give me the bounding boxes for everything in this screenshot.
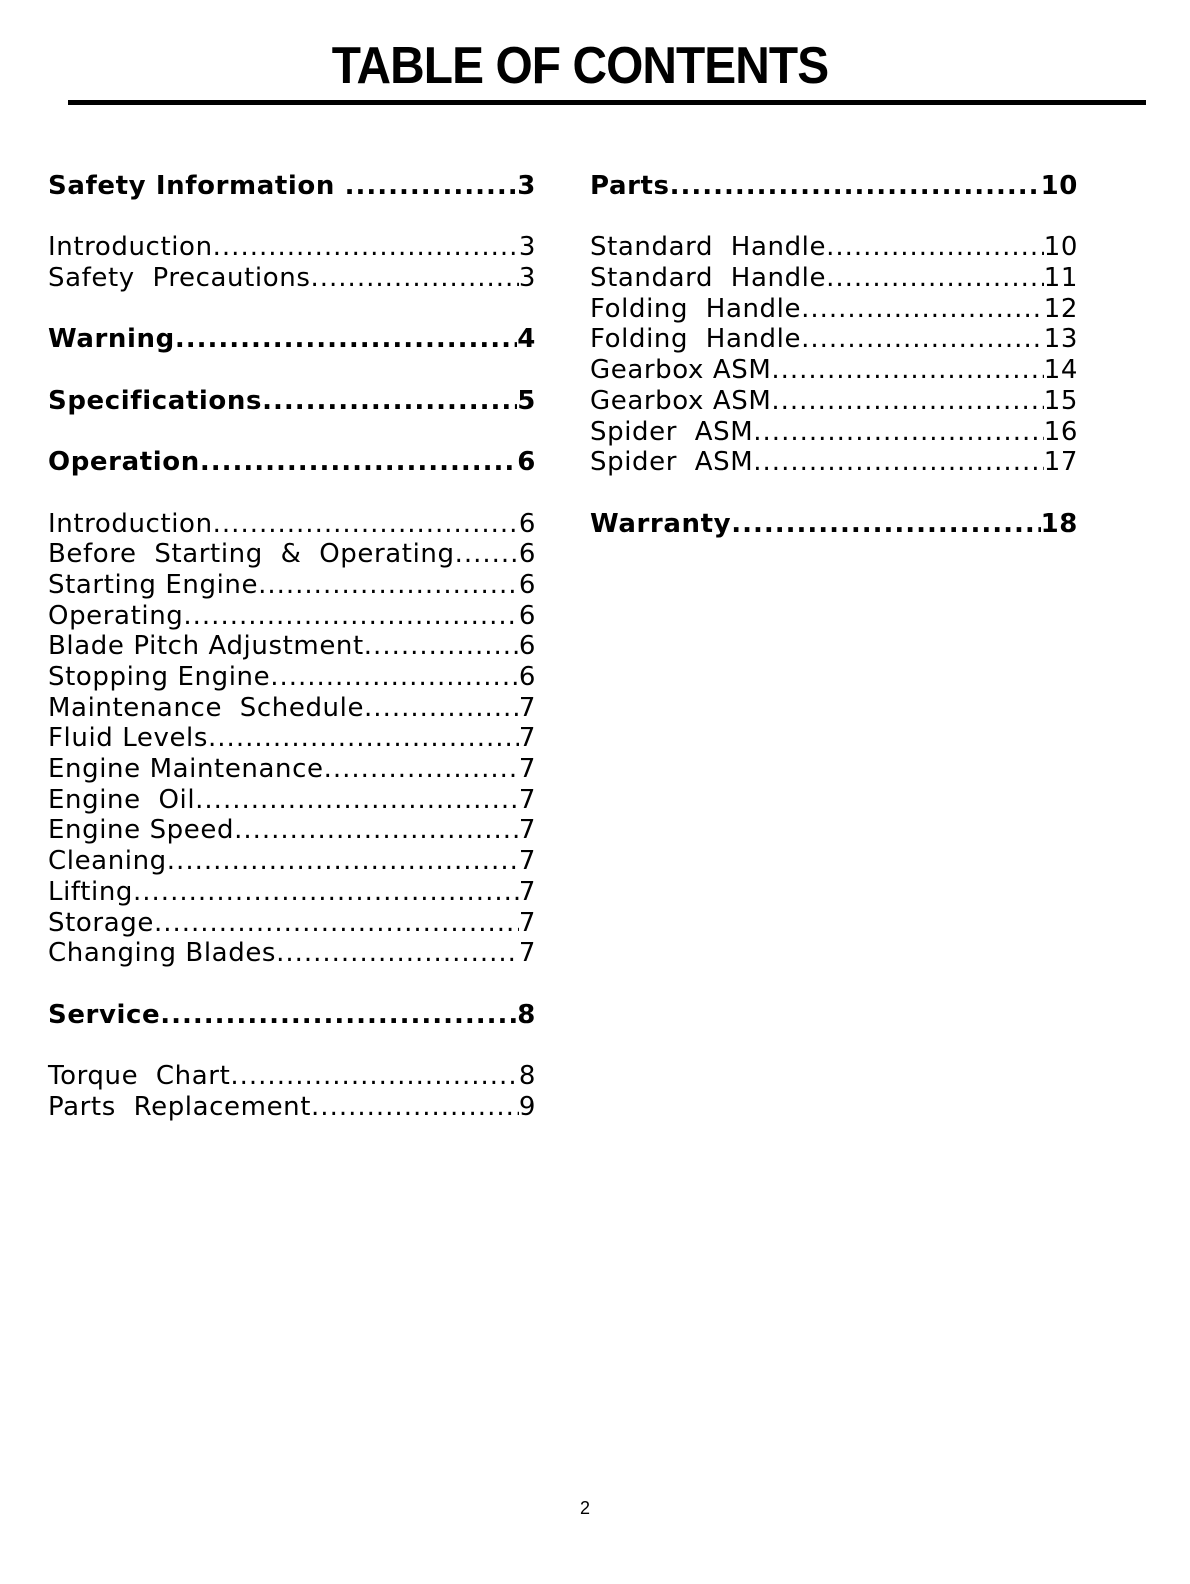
- dot-leader: [175, 324, 517, 355]
- toc-entry-label: Folding Handle: [590, 293, 802, 324]
- title-divider: [68, 100, 1146, 105]
- dot-leader: [753, 417, 1043, 448]
- dot-leader: [731, 509, 1040, 540]
- dot-leader: [801, 294, 1044, 325]
- toc-section-heading[interactable]: [48, 171, 536, 202]
- toc-entry[interactable]: [48, 877, 536, 908]
- section-spacer: [590, 478, 1078, 509]
- toc-entry-page: 12: [1043, 293, 1078, 324]
- toc-entry-label: Introduction: [48, 232, 213, 263]
- dot-leader: [771, 386, 1043, 417]
- toc-entry-label: Stopping Engine: [48, 662, 271, 692]
- dot-leader: [200, 447, 517, 478]
- toc-entry-label: Operating: [48, 600, 184, 631]
- toc-section-heading[interactable]: [48, 447, 536, 478]
- toc-entry-label: Folding Handle: [590, 324, 802, 355]
- dot-leader: [230, 1061, 518, 1092]
- dot-leader: [311, 1092, 519, 1123]
- section-spacer: [48, 355, 536, 386]
- section-spacer: [590, 202, 1078, 233]
- toc-entry[interactable]: [590, 447, 1078, 478]
- toc-entry[interactable]: [590, 324, 1078, 355]
- toc-entry[interactable]: [590, 232, 1078, 263]
- toc-entry-page: 7: [518, 692, 536, 723]
- dot-leader: [345, 171, 518, 202]
- toc-entry-page: 14: [1043, 355, 1078, 386]
- dot-leader: [213, 232, 519, 263]
- toc-entry-label: Spider ASM: [590, 447, 754, 478]
- toc-entry-page: 4: [517, 324, 536, 355]
- toc-entry[interactable]: [590, 386, 1078, 417]
- section-spacer: [48, 969, 536, 1000]
- toc-entry-label: Engine Oil: [48, 784, 196, 815]
- toc-entry[interactable]: [48, 263, 536, 294]
- toc-entry-page: 17: [1043, 447, 1078, 478]
- toc-entry-label: Before Starting & Operating: [48, 539, 455, 570]
- dot-leader: [826, 263, 1044, 294]
- toc-entry[interactable]: [48, 509, 536, 540]
- dot-leader: [258, 570, 519, 601]
- toc-entry-page: 10: [1043, 232, 1078, 263]
- toc-entry[interactable]: [48, 570, 536, 601]
- toc-entry[interactable]: [48, 846, 536, 877]
- toc-entry[interactable]: [590, 417, 1078, 448]
- toc-left-column: [48, 171, 536, 1122]
- toc-entry-page: 7: [518, 938, 536, 969]
- toc-entry-page: 8: [518, 1060, 536, 1091]
- toc-entry-page: 6: [518, 662, 536, 692]
- toc-entry-page: 7: [518, 723, 536, 754]
- dot-leader: [213, 509, 519, 540]
- toc-entry-label: Spider ASM: [590, 416, 754, 447]
- toc-entry-page: 7: [518, 876, 536, 907]
- toc-section-heading[interactable]: [48, 386, 536, 417]
- toc-entry-label: Lifting: [48, 876, 134, 907]
- dot-leader: [364, 693, 519, 724]
- toc-entry-page: 3: [517, 171, 536, 201]
- toc-entry-page: 6: [518, 631, 536, 662]
- toc-entry[interactable]: [590, 355, 1078, 386]
- toc-entry-page: 16: [1043, 416, 1078, 447]
- toc-entry-label: Parts Replacement: [48, 1091, 312, 1122]
- toc-entry-page: 6: [518, 508, 536, 539]
- toc-entry-label: Blade Pitch Adjustment: [48, 631, 364, 662]
- toc-entry-label: Standard Handle: [590, 232, 827, 263]
- dot-leader: [455, 539, 519, 570]
- section-spacer: [48, 202, 536, 233]
- toc-entry-page: 7: [518, 784, 536, 815]
- toc-entry-page: 7: [518, 754, 536, 785]
- dot-leader: [826, 232, 1044, 263]
- toc-entry-label: Parts: [590, 171, 670, 201]
- dot-leader: [234, 815, 519, 846]
- page-title: TABLE OF CONTENTS: [331, 37, 829, 95]
- toc-entry-page: 7: [518, 815, 536, 846]
- toc-entry-page: 7: [518, 846, 536, 877]
- toc-section-heading[interactable]: [48, 324, 536, 355]
- toc-entry-page: 6: [518, 569, 536, 600]
- section-spacer: [48, 294, 536, 325]
- toc-entry-label: Gearbox ASM: [590, 385, 772, 416]
- dot-leader: [195, 785, 519, 816]
- toc-entry-label: Warning: [48, 324, 175, 355]
- toc-entry-label: Gearbox ASM: [590, 355, 772, 386]
- dot-leader: [276, 938, 519, 969]
- dot-leader: [771, 355, 1043, 386]
- toc-section-heading[interactable]: [590, 171, 1078, 202]
- toc-entry[interactable]: [48, 938, 536, 969]
- toc-entry-label: Cleaning: [48, 846, 167, 877]
- toc-entry-page: 11: [1043, 263, 1078, 294]
- toc-entry-label: Starting Engine: [48, 569, 259, 600]
- toc-entry[interactable]: [48, 539, 536, 570]
- section-spacer: [48, 417, 536, 448]
- toc-section-heading[interactable]: [48, 1000, 536, 1031]
- dot-leader: [753, 447, 1043, 478]
- toc-entry[interactable]: [48, 723, 536, 754]
- toc-entry-label: Torque Chart: [48, 1060, 231, 1091]
- toc-entry[interactable]: [590, 263, 1078, 294]
- toc-entry-page: 6: [518, 600, 536, 631]
- dot-leader: [208, 723, 519, 754]
- toc-entry-label: Introduction: [48, 508, 213, 539]
- dot-leader: [154, 908, 519, 939]
- toc-entry-label: Safety Precautions: [48, 263, 311, 294]
- dot-leader: [801, 324, 1044, 355]
- toc-entry[interactable]: [48, 815, 536, 846]
- toc-entry-page: 3: [518, 263, 536, 294]
- dot-leader: [133, 877, 519, 908]
- toc-entry-label: Safety Information: [48, 171, 345, 201]
- dot-leader: [324, 754, 519, 785]
- toc-entry-page: 6: [518, 539, 536, 570]
- toc-section-heading[interactable]: [590, 509, 1078, 540]
- section-spacer: [48, 478, 536, 509]
- toc-entry-page: 6: [517, 447, 536, 478]
- toc-entry[interactable]: [48, 232, 536, 263]
- toc-entry[interactable]: [48, 631, 536, 662]
- dot-leader: [160, 1000, 517, 1031]
- toc-entry-page: 15: [1043, 385, 1078, 416]
- toc-entry[interactable]: [48, 1092, 536, 1123]
- toc-entry-label: Changing Blades: [48, 938, 277, 969]
- toc-entry-page: 8: [517, 999, 536, 1030]
- toc-entry[interactable]: [48, 754, 536, 785]
- dot-leader: [311, 263, 519, 294]
- toc-entry-label: Storage: [48, 907, 154, 938]
- toc-entry[interactable]: [48, 662, 536, 693]
- toc-entry-label: Fluid Levels: [48, 723, 209, 754]
- dot-leader: [262, 386, 517, 417]
- toc-entry-page: 7: [518, 907, 536, 938]
- toc-entry-page: 10: [1040, 171, 1078, 201]
- toc-entry-label: Standard Handle: [590, 263, 827, 294]
- toc-entry-label: Engine Maintenance: [48, 754, 324, 785]
- toc-entry-label: Service: [48, 999, 161, 1030]
- toc-entry-page: 18: [1040, 508, 1078, 539]
- toc-entry-page: 13: [1043, 324, 1078, 355]
- toc-entry-label: Warranty: [590, 508, 732, 539]
- toc-entry[interactable]: [48, 1061, 536, 1092]
- toc-entry[interactable]: [48, 693, 536, 724]
- toc-entry[interactable]: [48, 785, 536, 816]
- page-number: 2: [579, 1498, 590, 1518]
- toc-right-column: [590, 171, 1078, 539]
- dot-leader: [364, 631, 519, 662]
- dot-leader: [183, 601, 518, 632]
- dot-leader: [167, 846, 519, 877]
- toc-entry-page: 9: [518, 1091, 536, 1122]
- toc-entry[interactable]: [590, 294, 1078, 325]
- toc-entry-label: Maintenance Schedule: [48, 692, 365, 723]
- toc-entry-page: 3: [518, 232, 536, 263]
- toc-entry[interactable]: [48, 601, 536, 632]
- toc-entry-label: Engine Speed: [48, 815, 235, 846]
- toc-entry-label: Specifications: [48, 385, 263, 416]
- toc-entry-label: Operation: [48, 447, 200, 478]
- section-spacer: [48, 1030, 536, 1061]
- toc-entry[interactable]: [48, 908, 536, 939]
- dot-leader: [270, 662, 519, 693]
- dot-leader: [670, 171, 1041, 202]
- toc-entry-page: 5: [517, 385, 536, 416]
